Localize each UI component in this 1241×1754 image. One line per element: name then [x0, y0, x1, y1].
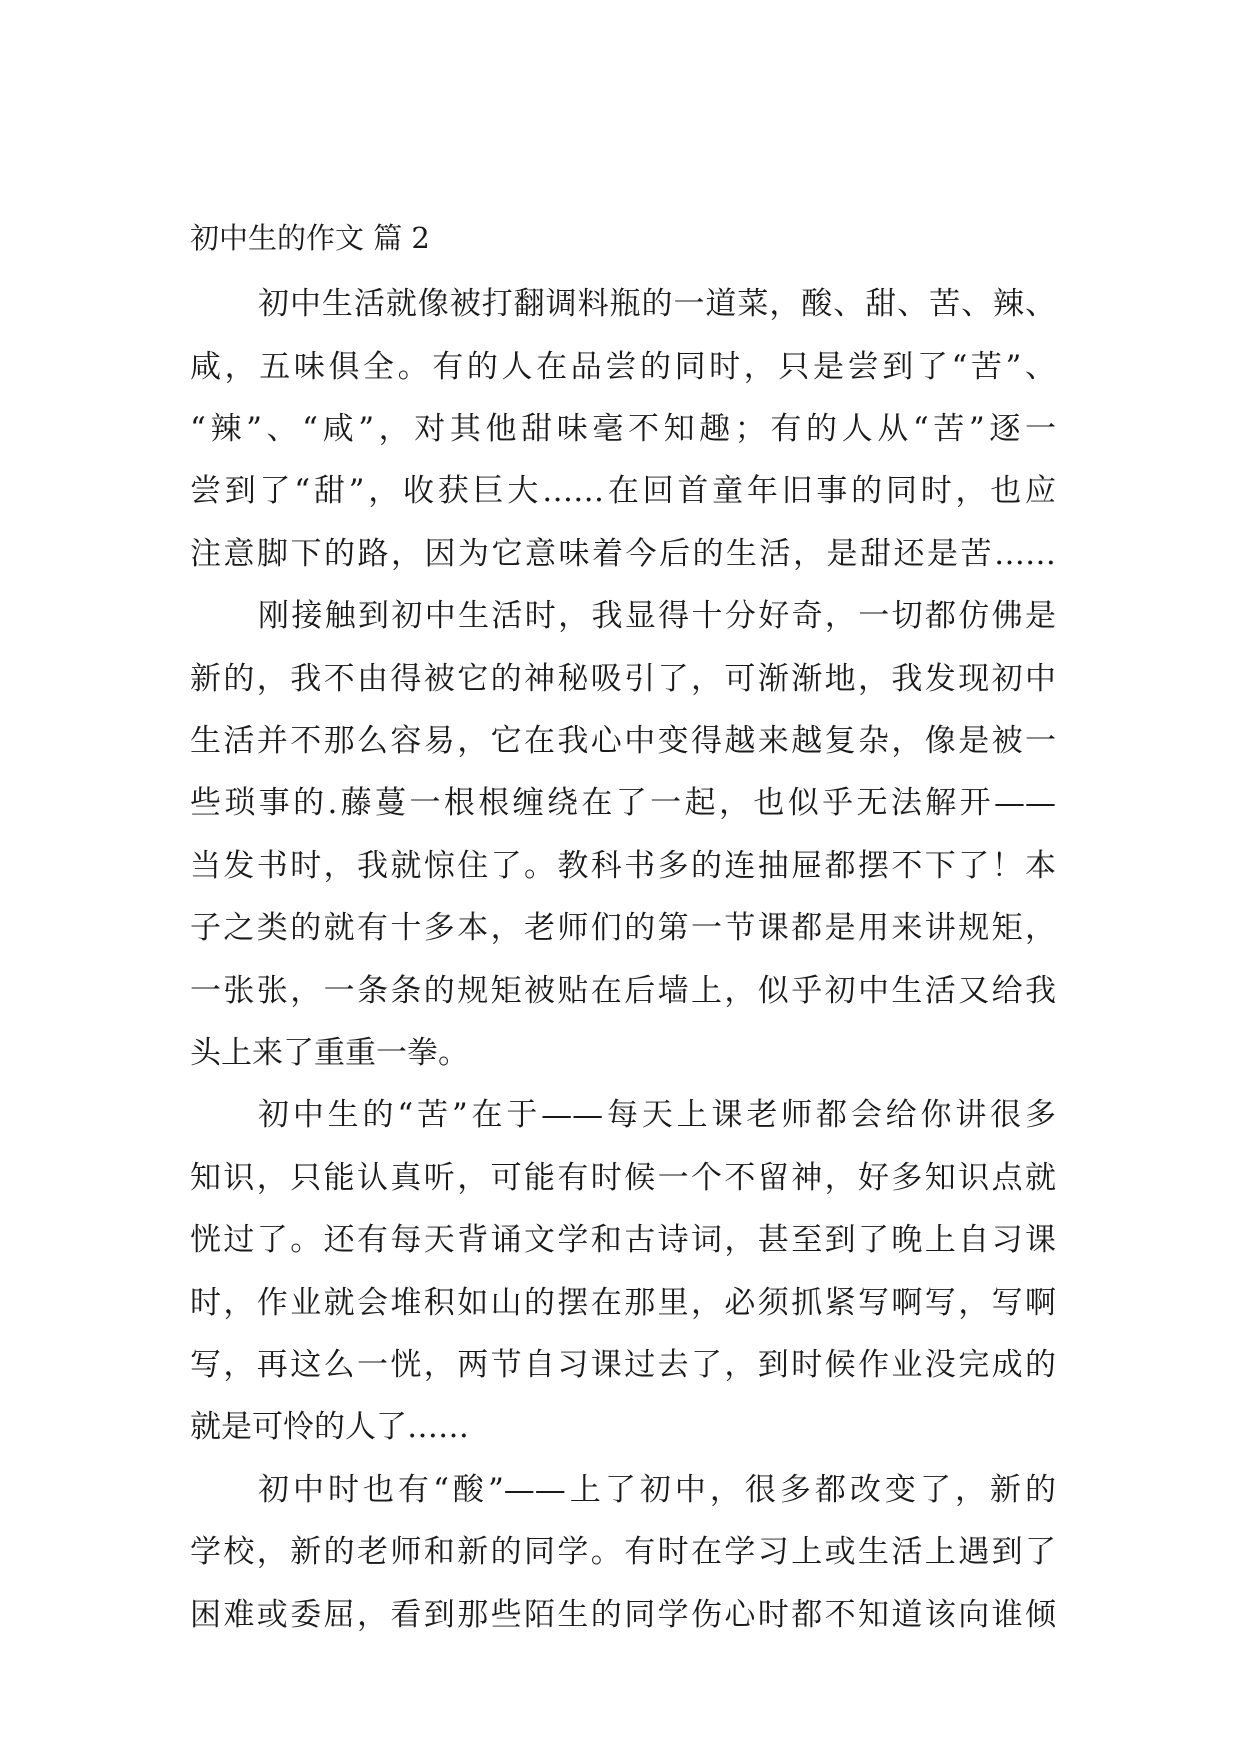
paragraph-2-line-1: 刚接触到初中生活时，我显得十分好奇，一切都仿佛是	[258, 598, 1056, 634]
paragraph-1-line-4: 尝到了“甜”，收获巨大……在回首童年旧事的同时，也应	[190, 473, 1056, 509]
paragraph-4-line-3: 困难或委屈，看到那些陌生的同学伤心时都不知道该向谁倾	[190, 1597, 1056, 1633]
paragraph-3-line-5: 写，再这么一恍，两节自习课过去了，到时候作业没完成的	[190, 1347, 1056, 1383]
paragraph-3-line-2: 知识，只能认真听，可能有时候一个不留神，好多知识点就	[190, 1160, 1056, 1196]
paragraph-3-line-1: 初中生的“苦”在于——每天上课老师都会给你讲很多	[258, 1097, 1056, 1133]
paragraph-2-line-2: 新的，我不由得被它的神秘吸引了，可渐渐地，我发现初中	[190, 661, 1056, 697]
paragraph-1-line-2: 咸，五味俱全。有的人在品尝的同时，只是尝到了“苦”、	[190, 349, 1056, 385]
paragraph-2-line-3: 生活并不那么容易，它在我心中变得越来越复杂，像是被一	[190, 723, 1056, 759]
paragraph-2-line-8: 头上来了重重一拳。	[190, 1035, 469, 1071]
paragraph-2-line-6: 子之类的就有十多本，老师们的第一节课都是用来讲规矩，	[190, 910, 1056, 946]
paragraph-1-line-1: 初中生活就像被打翻调料瓶的一道菜，酸、甜、苦、辣、	[258, 286, 1056, 322]
paragraph-4-line-1: 初中时也有“酸”——上了初中，很多都改变了，新的	[258, 1472, 1056, 1508]
paragraph-2-line-7: 一张张，一条条的规矩被贴在后墙上，似乎初中生活又给我	[190, 973, 1056, 1009]
paragraph-1-line-3: “辣”、“咸”，对其他甜味毫不知趣；有的人从“苦”逐一	[190, 411, 1056, 447]
paragraph-1-line-5: 注意脚下的路，因为它意味着今后的生活，是甜还是苦……	[190, 536, 1056, 572]
paragraph-2-line-5: 当发书时，我就惊住了。教科书多的连抽屉都摆不下了！本	[190, 848, 1056, 884]
paragraph-4-line-2: 学校，新的老师和新的同学。有时在学习上或生活上遇到了	[190, 1534, 1056, 1570]
essay-title: 初中生的作文 篇 2	[190, 221, 430, 255]
paragraph-3-line-6: 就是可怜的人了……	[190, 1409, 469, 1445]
paragraph-3-line-3: 恍过了。还有每天背诵文学和古诗词，甚至到了晚上自习课	[190, 1222, 1056, 1258]
paragraph-2-line-4: 些琐事的.藤蔓一根根缠绕在了一起，也似乎无法解开——	[190, 785, 1056, 821]
paragraph-3-line-4: 时，作业就会堆积如山的摆在那里，必须抓紧写啊写，写啊	[190, 1285, 1056, 1321]
